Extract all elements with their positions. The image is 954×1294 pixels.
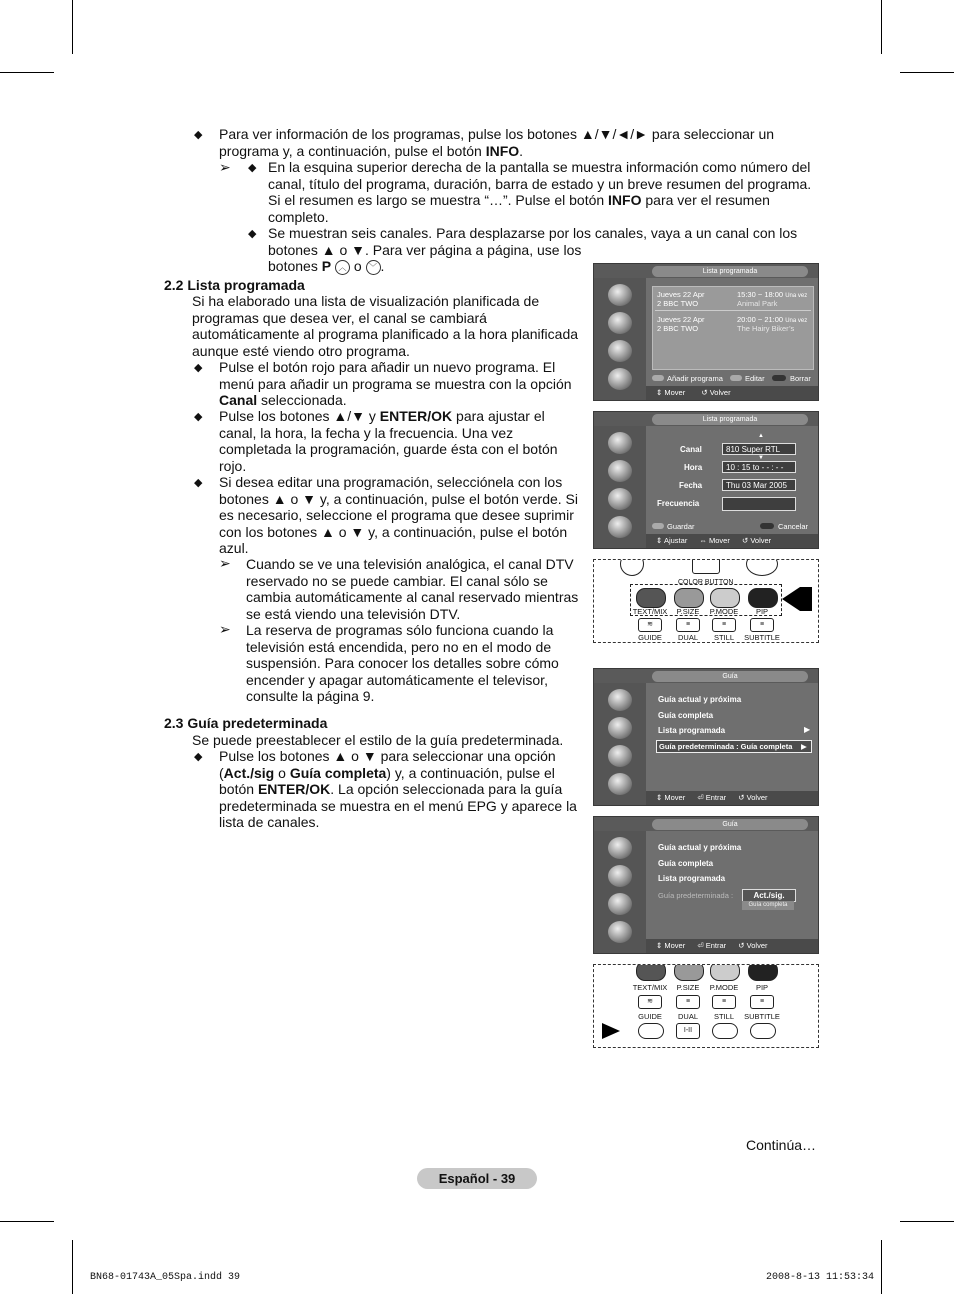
still-button[interactable]: ≡ (712, 618, 736, 632)
schedule-list (652, 286, 814, 370)
s22-bullet-3: Si desea editar una programación, selecciónela con los botones ▲ o ▼ y, a continuación, pulse el botón verde. Si es necesario, seleccione el programa que desee suprimir con los botones ▲ o ▼ y, a continuación, pulse el botón azul. (219, 474, 579, 556)
remote-button-icon (746, 559, 778, 576)
crop-mark (0, 72, 54, 73)
back-label: Volver (709, 388, 731, 397)
psize-label: P.SIZE (676, 983, 700, 992)
up-arrow-icon: ▲ (758, 433, 764, 439)
still-label: STILL (713, 633, 734, 642)
setup-menu-icon (608, 745, 632, 767)
return-icon: ↺ (701, 388, 708, 397)
red-button-icon (652, 375, 664, 381)
right-arrow-icon: ▶ (801, 742, 807, 751)
intro-bullet-1: Para ver información de los programas, pulse los botones ▲/▼/◄/► para seleccionar un programa y, a continuación, pulse el botón INFO. (219, 126, 775, 159)
note-arrow-icon: ➢ (219, 159, 231, 175)
delete-label: Borrar (790, 374, 811, 383)
row-channel: 2 BBC TWO (657, 324, 699, 333)
pointer-arrow-icon (602, 1023, 620, 1039)
date-field[interactable]: Thu 03 Mar 2005 (722, 479, 796, 491)
input-menu-icon (608, 921, 632, 943)
tv-screen-guide-option (593, 816, 819, 954)
guide-label: GUIDE (638, 633, 662, 642)
diamond-bullet-icon: ◆ (194, 751, 203, 763)
picture-menu-icon (608, 284, 632, 306)
menu-item-full-guide[interactable]: Guía completa (658, 859, 714, 868)
move-label: Mover (709, 536, 730, 545)
dual-i-ii-button[interactable]: I-II (676, 1023, 700, 1039)
s22-bullet-2: Pulse los botones ▲/▼ y ENTER/OK para ajustar el canal, la hora, la fecha y la frecuencia. Una vez completada la programación, guarde ésta con el botón rojo. (219, 408, 558, 474)
input-menu-icon (608, 368, 632, 390)
red-button-icon (652, 523, 664, 529)
add-program-label: Añadir programa (667, 374, 723, 383)
blue-button[interactable] (748, 964, 778, 981)
setup-menu-icon (608, 340, 632, 362)
crop-mark (72, 0, 73, 54)
back-label: Volver (750, 536, 772, 545)
guide-button[interactable]: ≋ (638, 618, 662, 632)
crop-mark (881, 0, 882, 54)
screen-footer (646, 386, 818, 400)
remote-color-buttons (593, 559, 819, 643)
return-icon: ↺ (738, 941, 745, 950)
edit-label: Editar (745, 374, 765, 383)
adjust-label: Ajustar (663, 536, 688, 545)
menu-item-default-guide: Guía predeterminada : (658, 891, 734, 900)
remote-button-icon[interactable] (712, 1023, 738, 1039)
picture-menu-icon (608, 432, 632, 454)
save-label: Guardar (667, 522, 695, 531)
pip-label: PIP (755, 983, 769, 992)
menu-item-now-next[interactable]: Guía actual y próxima (658, 843, 742, 852)
row-freq: Una vez (785, 293, 808, 299)
row-date: Jueves 22 Apr (657, 315, 705, 324)
updown-icon: ⇕ (656, 536, 663, 545)
updown-icon: ⇕ (656, 793, 663, 802)
updown-icon: ⇕ (656, 388, 663, 397)
footer-timestamp: 2008-8-13 11:53:34 (766, 1272, 875, 1283)
footer-file: BN68-01743A_05Spa.indd 39 (90, 1272, 241, 1283)
diamond-bullet-icon: ◆ (194, 362, 203, 374)
yellow-button[interactable] (710, 964, 740, 981)
enter-icon: ⏎ (697, 793, 704, 802)
dual-button[interactable]: ≡ (676, 995, 700, 1009)
intro-bullet-3: Se muestran seis canales. Para desplazarse por los canales, vaya a un canal con los botones ▲ o ▼. Para ver página a página, use los botones P ︿ o ﹀ . (268, 225, 798, 274)
red-button[interactable] (636, 588, 666, 608)
setup-menu-icon (608, 488, 632, 510)
frequency-field[interactable] (722, 497, 796, 511)
time-label: Hora (684, 463, 703, 472)
diamond-bullet-icon: ◆ (248, 228, 257, 240)
right-arrow-icon: ▶ (804, 725, 811, 734)
dual-label: DUAL (677, 1012, 698, 1021)
subtitle-label: SUBTITLE (744, 1012, 780, 1021)
tv-screen-schedule-list (593, 263, 819, 401)
screen-footer (646, 939, 818, 953)
dual-button[interactable]: ≡ (676, 618, 700, 632)
row-freq: Una vez (785, 318, 808, 324)
screen-title: Guía (652, 671, 808, 682)
menu-item-default-guide[interactable] (656, 740, 812, 753)
screen-title: Guía (652, 819, 808, 830)
move-label: Mover (664, 793, 686, 802)
red-button[interactable] (636, 964, 666, 981)
row-program: The Hairy Biker’s (737, 324, 795, 333)
option-full-guide[interactable]: Guía completa (742, 901, 794, 910)
date-label: Fecha (679, 481, 703, 490)
menu-item-scheduled-list[interactable]: Lista programada (658, 726, 726, 735)
tv-screen-guide (593, 668, 819, 806)
s22-intro: Si ha elaborado una lista de visualización planificada de programas que desea ver, el canal se cambiará automáticamente al programa planificado a la hora planificada aunque esté viendo otro programa. (192, 293, 579, 359)
diamond-bullet-icon: ◆ (194, 129, 203, 141)
picture-menu-icon (608, 689, 632, 711)
crop-mark (881, 1240, 882, 1294)
s22-note-2: La reserva de programas sólo funciona cuando la televisión está encendida, pero no en el modo de suspensión. Para conocer los detalles sobre cómo encender y apagar automáticamente el televisor, consulte la página 9. (246, 622, 559, 704)
down-arrow-icon: ▼ (758, 455, 764, 461)
crop-mark (0, 1221, 54, 1222)
crop-mark (900, 72, 954, 73)
diamond-bullet-icon: ◆ (194, 411, 203, 423)
enter-label: Entrar (705, 793, 727, 802)
tv-screen-schedule-edit (593, 411, 819, 549)
continues-text: Continúa… (746, 1137, 817, 1153)
yellow-button[interactable] (710, 588, 740, 608)
back-label: Volver (746, 793, 768, 802)
s23-bullet-1: Pulse los botones ▲ o ▼ para seleccionar una opción (Act./sig o Guía completa) y, a continuación, pulse el botón ENTER/OK. La opción seleccionada para la guía predeterminada se muestra en el menú EPG y aparece la lista de canales. (219, 748, 577, 830)
text-mix-label: TEXT/MIX (632, 983, 668, 992)
guide-button[interactable] (638, 1023, 664, 1039)
option-now-next[interactable]: Act./sig. (742, 889, 796, 902)
subtitle-button[interactable]: ≡ (750, 995, 774, 1009)
text-mix-label: TEXT/MIX (632, 607, 668, 616)
green-button[interactable] (674, 588, 704, 608)
diamond-bullet-icon: ◆ (194, 477, 203, 489)
picture-menu-icon (608, 837, 632, 859)
screen-footer (646, 791, 818, 805)
crop-mark (900, 1221, 954, 1222)
s23-intro: Se puede preestablecer el estilo de la guía predeterminada. (192, 732, 564, 748)
note-arrow-icon: ➢ (219, 621, 231, 637)
still-button[interactable]: ≡ (712, 995, 736, 1009)
screen-title: Lista programada (652, 266, 808, 277)
diamond-bullet-icon: ◆ (248, 162, 257, 174)
enter-label: Entrar (705, 941, 727, 950)
still-label: STILL (713, 1012, 734, 1021)
green-button[interactable] (674, 964, 704, 981)
pip-label: PIP (755, 607, 769, 616)
blue-button-icon (772, 375, 786, 381)
sound-menu-icon (608, 460, 632, 482)
guide-label: GUIDE (638, 1012, 662, 1021)
p-down-icon: ﹀ (366, 260, 381, 275)
subtitle-label: SUBTITLE (744, 633, 780, 642)
screen-footer (646, 534, 818, 548)
remote-button-icon (692, 559, 720, 574)
return-icon: ↺ (738, 793, 745, 802)
pointer-arrow-icon (800, 587, 812, 611)
pmode-label: P.MODE (709, 607, 739, 616)
green-button-icon (730, 375, 742, 381)
row-time: 15:30 ~ 18:00 (737, 290, 784, 299)
setup-menu-icon (608, 893, 632, 915)
cancel-label: Cancelar (778, 522, 809, 531)
row-program: Animal Park (737, 299, 778, 308)
updown-icon: ⇕ (656, 941, 663, 950)
move-label: Mover (664, 388, 686, 397)
channel-label: Canal (680, 445, 702, 454)
blue-button-icon (760, 523, 774, 529)
back-label: Volver (746, 941, 768, 950)
s22-note-1: Cuando se ve una televisión analógica, el canal DTV reservado no se puede cambiar. El canal sólo se cambia automáticamente al canal reservado mientras se está viendo una televisión DTV. (246, 556, 579, 622)
frequency-label: Frecuencia (657, 499, 700, 508)
leftright-icon: ⇔ (699, 536, 707, 545)
note-arrow-icon: ➢ (219, 555, 231, 571)
return-icon: ↺ (741, 536, 749, 545)
menu-item-now-next[interactable]: Guía actual y próxima (658, 695, 742, 704)
input-menu-icon (608, 516, 632, 538)
menu-item-scheduled-list[interactable]: Lista programada (658, 874, 726, 883)
s22-bullet-1: Pulse el botón rojo para añadir un nuevo programa. El menú para añadir un programa se muestra con la opción Canal seleccionada. (219, 359, 572, 408)
time-field[interactable]: 10 : 15 to - - : - - (722, 461, 796, 473)
crop-mark (72, 1240, 73, 1294)
remote-button-icon[interactable] (750, 1023, 776, 1039)
sound-menu-icon (608, 717, 632, 739)
move-label: Mover (664, 941, 686, 950)
row-channel: 2 BBC TWO (657, 299, 699, 308)
row-time: 20:00 ~ 21:00 (737, 315, 784, 324)
guide-button[interactable]: ≋ (638, 995, 662, 1009)
subtitle-button[interactable]: ≡ (750, 618, 774, 632)
section-title-2-2: 2.2 Lista programada (164, 277, 305, 293)
remote-guide-button (593, 964, 819, 1048)
channel-field[interactable]: 810 Super RTL (722, 443, 796, 455)
dual-label: DUAL (677, 633, 698, 642)
sound-menu-icon (608, 312, 632, 334)
psize-label: P.SIZE (676, 607, 700, 616)
intro-bullet-2: En la esquina superior derecha de la pantalla se muestra información como número del canal, título del programa, duración, barra de estado y un breve resumen del programa. Si el resumen es largo se muestra “…”. Pulse el botón INFO para ver el resumen completo. (268, 159, 812, 225)
row-date: Jueves 22 Apr (657, 290, 705, 299)
remote-button-icon (620, 559, 644, 576)
enter-icon: ⏎ (697, 941, 704, 950)
pmode-label: P.MODE (709, 983, 739, 992)
color-button-label: COLOR BUTTON (678, 579, 734, 586)
pointer-arrow-icon (782, 587, 800, 611)
sound-menu-icon (608, 865, 632, 887)
page-number-badge: Español - 39 (417, 1168, 537, 1189)
menu-item-full-guide[interactable]: Guía completa (658, 711, 714, 720)
input-menu-icon (608, 773, 632, 795)
default-guide-label: Guía predeterminada : Guía completa (659, 742, 793, 751)
section-title-2-3: 2.3 Guía predeterminada (164, 715, 328, 731)
blue-button[interactable] (748, 588, 778, 608)
p-up-icon: ︿ (335, 260, 350, 275)
screen-title: Lista programada (652, 414, 808, 425)
